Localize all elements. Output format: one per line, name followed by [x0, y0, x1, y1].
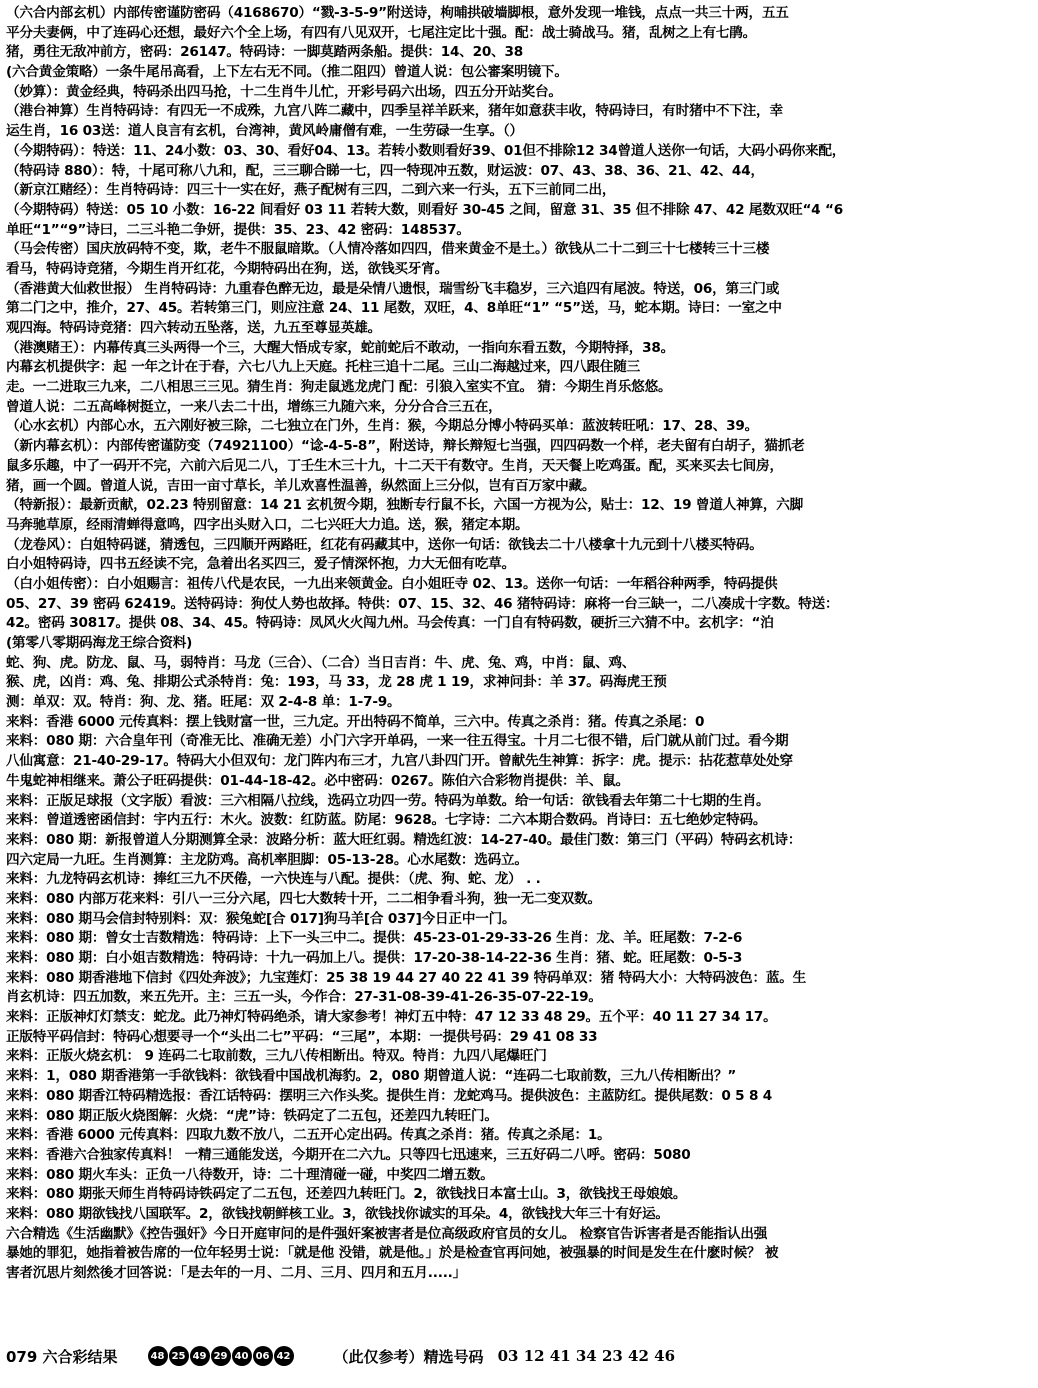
text-line: 看马，特码诗竞猪，今期生肖开红花，今期特码出在狗，送，欲钱买牙宵。 — [6, 260, 448, 277]
text-line: (第零八零期码海龙王综合资料) — [6, 635, 193, 651]
text-line: 来料：曾道透密函信封：宇内五行：木火。波数：红防蓝。防尾：9628。七字诗：二六本期合数码。肖诗曰：五七绝妙定特码。 — [6, 812, 767, 829]
text-line: 平分夫妻俩，中了连码心还想，最好六个全上场，有四有八见双开，七尾注定比十强。配：战士骑战马。猪，乱树之上有七鹃。 — [6, 24, 757, 41]
text-line: 来料：正版火烧玄机： 9 连码二七取前数，三九八传相断出。特双。特肖：九四八尾爆旺门 — [6, 1048, 547, 1065]
result-title: 079 六合彩结果 — [6, 1347, 118, 1366]
result-ball: 06 — [253, 1346, 273, 1366]
text-line: 测：单双：双。特肖：狗、龙、猪。旺尾：双 2-4-8 单：1-7-9。 — [6, 694, 401, 711]
text-line: 走。一二进取三九来，二八相思三三见。猜生肖：狗走鼠逃龙虎门 配：引狼入室实不宜。 猜：今期生肖乐悠悠。 — [6, 379, 672, 396]
text-line: (六合黄金策略）一条牛尾吊高看，上下左右无不同。（推二阻四）曾道人说：包公審案明镜下。 — [6, 64, 568, 81]
text-line: （港台神算）生肖特码诗：有四无一不成殊，九宫八阵二藏中，四季呈祥羊跃来，猪年如意获丰收，特码诗曰，有时猪中不下注，幸 — [6, 103, 783, 120]
text-line: 来料：1，080 期香港第一手欲钱料：欲钱看中国战机海豹。2，080 期曾道人说：“连码二七取前数，三九八传相断出？” — [6, 1068, 737, 1085]
text-line: 正版特平码信封：特码心想要寻一个“头出二七”平码：“三尾”，本期：一提供号码：29 41 08 33 — [6, 1028, 598, 1045]
reference-label: （此仅参考）精选号码 — [333, 1347, 484, 1366]
text-line: 蛇、狗、虎。防龙、鼠、马，弱特肖：马龙（三合）、（二合）当日吉肖：牛、虎、兔、鸡，中肖：鼠、鸡、 — [6, 654, 636, 671]
text-line: （今期特码）：特送：11、24小数：03、30、看好04、13。若转小数则看好39、01但不排除12 34曾道人送你一句话，大码小码你来配， — [6, 142, 846, 159]
text-line: 来料：080 期火车头：正负一八待数开，诗：二十理清碰一碰，中奖四二增五数。 — [6, 1166, 494, 1183]
text-line: 来料：080 期正版火烧图解：火烧：“虎”诗：铁码定了二五包，还差四九转旺门。 — [6, 1107, 498, 1124]
text-line: 运生肖，16 03送：道人良言有玄机，台湾神，黄风岭庸僧有难，一生劳碌一生享。（） — [6, 123, 523, 140]
text-line: （新内幕玄机）：内部传密谨防变（74921100）“谂-4-5-8”，附送诗，辩长辩短七当强，四四码数一个样，老夫留有白胡子，猫抓老 — [6, 438, 805, 455]
text-line: 单旺“1”“9”诗曰，二三斗艳二争妍，提供：35、23、42 密码：148537。 — [6, 221, 470, 238]
result-ball: 48 — [148, 1346, 168, 1366]
text-line: 曾道人说：二五高峰树挺立，一来八去二十出，增练三九随六来，分分合合三五在， — [6, 398, 502, 415]
text-line: 猴、虎，凶肖：鸡、兔、排期公式杀特肖：兔：193，马 33，龙 28 虎 1 19，求神问卦：羊 37。码海虎王预 — [6, 674, 667, 691]
text-line: 来料：香港 6000 元传真料：四取九数不放八，二五开心定出码。传真之杀肖：猪。传真之杀尾：1。 — [6, 1127, 611, 1144]
text-line: 来料：正版神灯灯禁支：蛇龙。此乃神灯特码绝杀，请大家参考！神灯五中特：47 12 33 48 29。五个平：40 11 27 34 17。 — [6, 1009, 777, 1026]
text-line: 来料：080 期：曾女士吉数精选：特码诗：上下一头三中二。提供：45-23-01-29-33-26 生肖：龙、羊。旺尾数：7-2-6 — [6, 930, 743, 947]
text-line: （港澳赌王）：内幕传真三头两得一个三，大醒大悟成专家，蛇前蛇后不敢动，一指向东看五数，今期特择，38。 — [6, 339, 675, 356]
text-line: 来料：080 期：六合皇年刊（奇准无比、准确无差）小门六字开单码，一来一往五得宝。十月二七很不错，后门就从前门过。看今期 — [6, 733, 789, 750]
text-line: 来料：香港 6000 元传真料：摆上钱财富一世，三九定。开出特码不简单，三六中。传真之杀肖：猪。传真之杀尾：0 — [6, 713, 705, 730]
document-body — [6, 4, 1032, 1384]
text-line: 暴她的罪犯，她指着被告席的一位年轻男士说：「就是他 没错，就是他。」於是检查官再问她，被强暴的时间是发生在什麽时候？ 被 — [6, 1245, 779, 1262]
text-line: 马奔驰草原，经雨清蝉得意鸣，四字出头财入口，二七兴旺大力追。送，猴，猪定本期。 — [6, 516, 529, 533]
picked-numbers: 03 12 41 34 23 42 46 — [497, 1347, 676, 1365]
text-line: （今期特码）特送：05 10 小数：16-22 间看好 03 11 若转大数，则看好 30-45 之间，留意 31、35 但不排除 47、42 尾数双旺“4 “6 — [6, 201, 843, 218]
text-line: 八仙寓意：21-40-29-17。特码大小但双句：龙门阵内布三才，九宫八卦四门开。曾献先生神算：拆字：虎。提示：拈花惹草处处穿 — [6, 753, 793, 770]
text-line: 42。密码 30817。提供 08、34、45。特码诗：凤风火火闯九州。马会传真：一门自有特码数，硬折三六猜不中。玄机字：“泊 — [6, 615, 774, 632]
text-line: 猪，画一个圆。曾道人说，吉田一亩寸草长，羊儿欢喜性温善，纵然面上三分似，岂有百万家中藏。 — [6, 477, 596, 494]
text-line: 来料：080 期欲钱找八国联军。2，欲钱找朝鲜核工业。3，欲钱找你诚实的耳朵。4，欲钱找大年三十有好运。 — [6, 1205, 669, 1222]
text-line: （特码诗 880）：特，十尾可称八九和，配，三三聊合睇一七，四一特现冲五数，财运波：07、43、38、36、21、42、44， — [6, 162, 764, 179]
text-line: 来料：080 内部万花来料：引八一三分六尾，四七大数转十开，二二相争看斗狗，独一无二变双数。 — [6, 890, 601, 907]
text-line: （六合内部玄机）内部传密谨防密码（4168670）“戮-3-5-9”附送诗，枸晡拱破墙脚根，意外发现一堆钱，点点一共三十两，五五 — [6, 5, 789, 21]
result-ball: 25 — [169, 1346, 189, 1366]
text-line: 来料：正版足球报（文字版）看波：三六相隔八拉线，选码立功四一劳。特码为单数。给一句话：欲钱看去年第二十七期的生肖。 — [6, 792, 770, 809]
text-line: （特新报）：最新贡献，02.23 特别留意：14 21 玄机贺今期，独断专行鼠不长，六国一方视为公，贴士：12、19 曾道人神算，六脚 — [6, 497, 804, 514]
text-line: 来料：080 期：白小姐吉数精选：特码诗：十九一码加上八。提供：17-20-38-14-22-36 生肖：猪、蛇。旺尾数：0-5-3 — [6, 950, 743, 966]
text-line: （马会传密）国庆放码特不变，欺，老牛不服鼠暗欺。（人情冷落如四四，借来黄金不是土。）欲钱从二十二到三十七楼转三十三楼 — [6, 241, 770, 258]
text-line: 鼠多乐趣，中了一码开不完，六前六后见二八，丁壬生木三十九，十二天干有数守。生肖，天天餐上吃鸡蛋。配，买来买去七间房， — [6, 457, 783, 474]
text-line: 第二门之中，推介，27、45。若转第三门，则应注意 24、11 尾数，双旺，4、8单旺“1” “5”送，马，蛇本期。诗曰：一室之中 — [6, 300, 782, 317]
result-ball: 29 — [211, 1346, 231, 1366]
text-line: 肖玄机诗：四五加数，来五先开。主：三五一头，今作合：27-31-08-39-41-26-35-07-22-19。 — [6, 989, 602, 1006]
text-line: （龙卷风）：白姐特码谜，猜透包，三四顺开两路旺，红花有码藏其中，送你一句话：欲钱去二十八楼拿十九元到十八楼买特码。 — [6, 536, 763, 553]
text-line: 来料：080 期：新报曾道人分期测算全录：波路分析：蓝大旺红弱。精选红波：14-27-40。最佳门数：第三门（平码）特码玄机诗： — [6, 831, 802, 848]
text-line: （妙算）：黄金经典，特码杀出四马抢，十二生肖牛儿忙，开彩号码六出场，四五分开站奖台。 — [6, 83, 562, 100]
result-ball: 42 — [274, 1346, 294, 1366]
text-line: 来料：080 期马会信封特别料：双：猴兔蛇[合 017]狗马羊[合 037]今日正中一门。 — [6, 910, 516, 927]
text-line: 猪，勇往无敌冲前方，密码：26147。特码诗：一脚莫踏两条船。提供：14、20、38 — [6, 44, 524, 61]
text-line: 六合精选《生活幽默》《控告强奸》今日开庭审问的是件强奸案被害者是位高级政府官员的女儿。 检察官告诉害者是否能指认出强 — [6, 1225, 768, 1242]
text-line: 05、27、39 密码 62419。送特码诗：狗仗人势也故择。特供：07、15、32、46 猪特码诗：麻将一台三缺一，二八凑成十字数。特送： — [6, 595, 839, 612]
text-line: 害者沉思片刻然後才回答说：「是去年的一月、二月、三月、四月和五月.....」 — [6, 1265, 467, 1281]
text-line: （香港黄大仙救世报） 生肖特码诗：九重春色醉无边，最是朵情八遗恨，瑞雪纷飞丰稳岁，三六追四有尾波。特送，06，第三门或 — [6, 280, 780, 297]
results-footer — [6, 1342, 1032, 1370]
text-line: （白小姐传密）：白小姐赐言：祖传八代是农民，一九出来领黄金。白小姐旺寺 02、13。送你一句话：一年稻谷种两季，特码提供 — [6, 575, 778, 592]
result-balls — [148, 1346, 294, 1366]
result-ball: 40 — [232, 1346, 252, 1366]
text-line: 来料：080 期香港地下信封《四处奔波》；九宝莲灯：25 38 19 44 27 40 22 41 39 特码单双：猪 特码大小：大特码波色：蓝。生 — [6, 969, 807, 986]
text-line: 来料：080 期香江特码精选报：香江话特码：摆明三六作头奖。提供生肖：龙蛇鸡马。提供波色：主蓝防红。提供尾数：0 5 8 4 — [6, 1087, 773, 1104]
text-line: 四六定局一九旺。生肖测算：主龙防鸡。高机率胆脚：05-13-28。心水尾数：选码立。 — [6, 851, 528, 868]
text-line: 观四海。特码诗竞猪：四六转动五坠落，送，九五至尊显英雄。 — [6, 320, 382, 336]
text-line: （心水玄机）内部心水，五六刚好被三除，二七独立在门外，生肖：猴，今期总分博小特码买单：蓝波转旺吼：17、28、39。 — [6, 418, 759, 435]
text-line: 来料：九龙特码玄机诗：捧红三九不厌倦，一六快连与八配。提供：（虎、狗、蛇、龙） . . — [6, 871, 541, 888]
text-line: 内幕玄机提供字：起 一年之计在于春，六七八九上天庭。托柱三追十二尾。三山二海越过来，四八跟住随三 — [6, 359, 641, 376]
text-line: 来料：香港六合独家传真料！ 一精三通能发送，今期开在二六九。只等四七迅速来，三五好码二八呼。密码：5080 — [6, 1146, 691, 1163]
text-line: 来料：080 期张天师生肖特码诗铁码定了二五包，还差四九转旺门。2，欲钱找日本富士山。3，欲钱找王母娘娘。 — [6, 1186, 687, 1203]
result-ball: 49 — [190, 1346, 210, 1366]
text-line: 白小姐特码诗，四书五经读不完，急着出名买四三，爱子情深怀抱，力大无佃有吃草。 — [6, 556, 515, 573]
text-line: （新京江赌经）：生肖特码诗：四三十一实在好，燕子配树有三四，二到六来一行头，五下三前同二出， — [6, 182, 616, 199]
text-line: 牛鬼蛇神相继来。萧公子旺码提供：01-44-18-42。必中密码：0267。陈伯六合彩物肖提供：羊、鼠。 — [6, 772, 629, 789]
